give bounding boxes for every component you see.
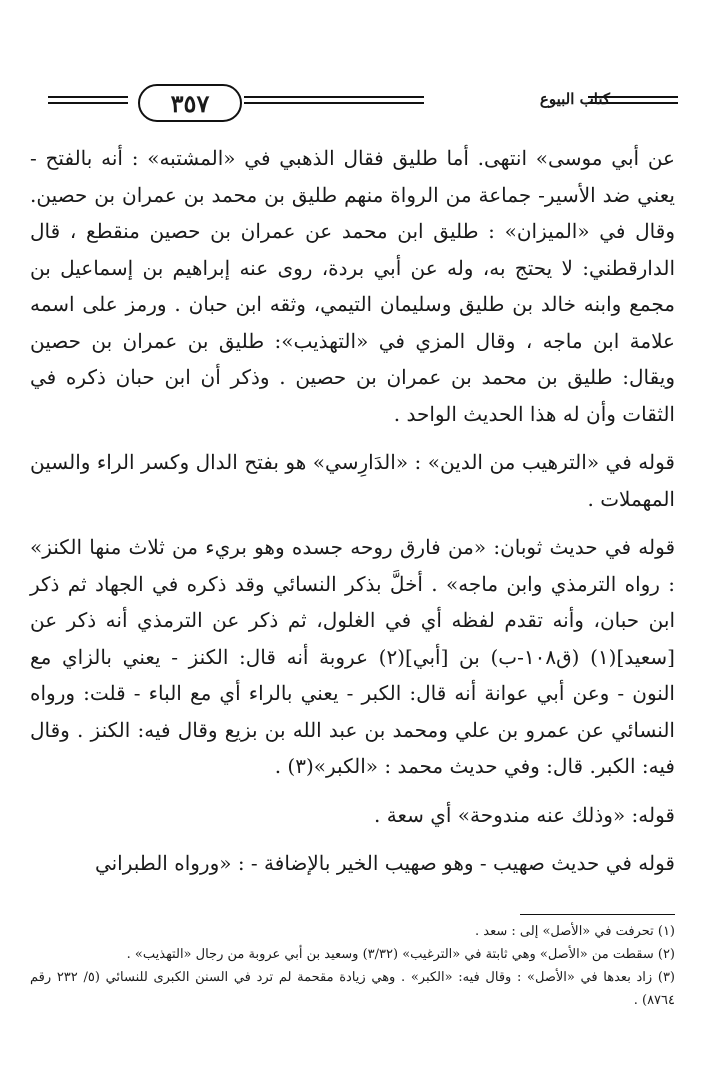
footnotes [30,920,675,1012]
paragraph: عن أبي موسى» انتهى. أما طليق فقال الذهبي في «المشتبه» : أنه بالفتح - يعني ضد الأسير- جماعة من الرواة منهم طليق بن محمد بن عمران بن حصين. وقال في «الميزان» : طليق ابن محمد عن عمران بن حصين منقطع ، قال الدارقطني: لا يحتج به، وله عن أبي بردة، روى عنه إبراهيم بن إسماعيل بن مجمع وابنه خالد بن طليق وسليمان التيمي، وثقه ابن حبان . ورمز على اسمه علامة ابن ماجه ، وقال المزي في «التهذيب»: طليق بن عمران بن حصين ويقال: طليق بن محمد بن عمران بن حصين . وذكر أن ابن حبان ذكره في الثقات وأن له هذا الحديث الواحد . [30,146,675,426]
running-title: كتاب البيوع [539,90,610,108]
header-rule-middle [244,96,424,104]
footnote: (١) تحرفت في «الأصل» إلى : سعد . [475,924,675,939]
footnote: (٢) سقطت من «الأصل» وهي ثابتة في «الترغيب» (٣/٣٢) وسعيد بن أبي عروبة من رجال «التهذيب» . [126,947,675,962]
paragraph: قوله في حديث ثوبان: «من فارق روحه جسده وهو بريء من ثلاث منها الكنز» : رواه الترمذي وابن ماجه» . أخلَّ بذكر النسائي وقد ذكره في الجهاد ثم ذكر ابن حبان، وأنه تقدم لفظه أي في الغلول، ثم ذكر عن الترمذي أنه ذكر عن [سعيد](١) (ق١٠٨-ب) بن [أبي](٢) عروبة أنه قال: الكنز - يعني بالزاي مع النون - وعن أبي عوانة أنه قال: الكبر - يعني بالراء أي مع الباء - قلت: ورواه النسائي عن عمرو بن علي ومحمد بن عبد الله بن بزيع وقال فيه: الكنز . وقال فيه: الكبر. قال: وفي حديث محمد : «الكبر»(٣) . [30,535,675,778]
paragraph: قوله: «وذلك عنه مندوحة» أي سعة . [374,802,675,827]
page-number: ٣٥٧ [138,84,242,122]
paragraph: قوله في حديث صهيب - وهو صهيب الخير بالإضافة - : «ورواه الطبراني [94,851,675,875]
header-rule-left [48,96,128,104]
paragraph: قوله في «الترهيب من الدين» : «الدَارِسي» هو بفتح الدال وكسر الراء والسين المهملات . [30,450,675,511]
footnote-separator [520,914,675,915]
main-text [30,140,675,882]
page-header [48,84,678,124]
footnote: (٣) زاد بعدها في «الأصل» : وقال فيه: «الكبر» . وهي زيادة مقحمة لم ترد في السنن الكبرى للنسائي (٥/ ٢٣٢ رقم ٨٧٦٤) . [30,970,675,1008]
